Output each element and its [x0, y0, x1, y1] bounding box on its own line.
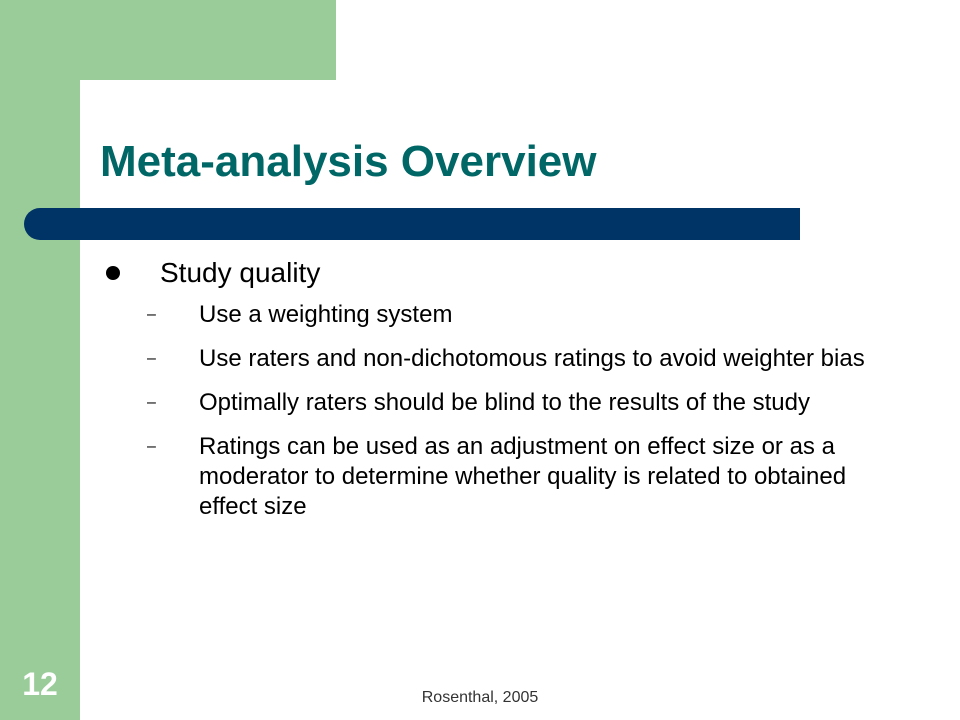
bullet-study-quality [100, 254, 900, 292]
footer-citation: Rosenthal, 2005 [421, 689, 539, 706]
slide-title: Meta-analysis Overview [100, 137, 597, 186]
sub-bullet-text: Ratings can be used as an adjustment on effect size or as a moderator to determine whether quality is related to obtained effect size [199, 433, 847, 520]
dash-icon: – [147, 306, 156, 323]
left-green-band [0, 0, 80, 720]
slide-content [100, 254, 900, 536]
bullet-dot-icon [106, 266, 120, 280]
sub-bullet [100, 388, 889, 418]
sub-bullet-text: Use a weighting system [199, 301, 453, 328]
dash-icon: – [147, 394, 156, 411]
title-underline-bar [24, 208, 800, 240]
dash-icon: – [147, 438, 156, 455]
sub-bullet [100, 344, 889, 374]
slide-number: 12 [22, 666, 58, 702]
sub-bullet-text: Use raters and non-dichotomous ratings to avoid weighter bias [199, 345, 865, 372]
top-green-band [0, 0, 336, 80]
sub-bullet-text: Optimally raters should be blind to the results of the study [199, 389, 810, 416]
sub-bullet [100, 432, 889, 522]
dash-icon: – [147, 350, 156, 367]
sub-bullet [100, 300, 889, 330]
bullet-text: Study quality [160, 257, 321, 288]
